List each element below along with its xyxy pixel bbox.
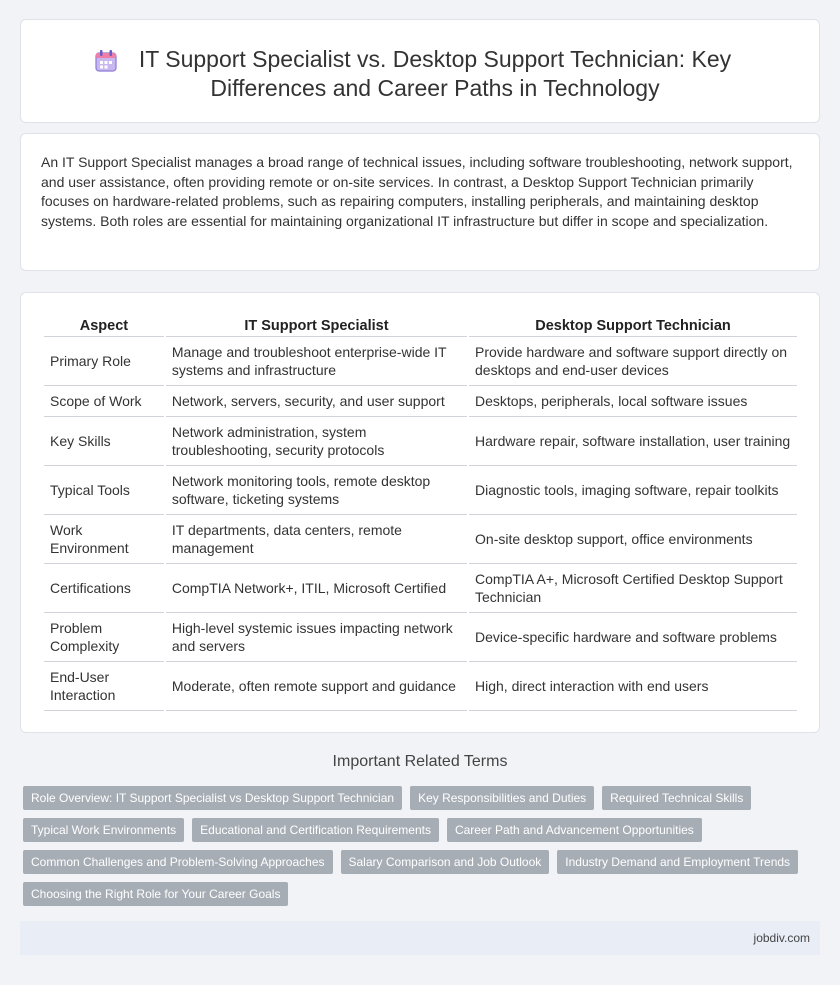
desktop-technician-cell: Diagnostic tools, imaging software, repair toolkits [469, 466, 797, 515]
desktop-technician-cell: Device-specific hardware and software problems [469, 613, 797, 662]
aspect-cell: Scope of Work [44, 386, 164, 417]
desktop-technician-cell: On-site desktop support, office environments [469, 515, 797, 564]
related-term-tag[interactable]: Common Challenges and Problem-Solving Approaches [23, 850, 333, 874]
comparison-table-card [20, 292, 820, 733]
desktop-technician-cell: Provide hardware and software support directly on desktops and end-user devices [469, 337, 797, 386]
aspect-cell: Problem Complexity [44, 613, 164, 662]
it-specialist-cell: High-level systemic issues impacting network and servers [166, 613, 467, 662]
related-term-tag[interactable]: Career Path and Advancement Opportunities [447, 818, 702, 842]
related-term-tag[interactable]: Typical Work Environments [23, 818, 184, 842]
it-specialist-cell: IT departments, data centers, remote management [166, 515, 467, 564]
aspect-cell: Key Skills [44, 417, 164, 466]
table-row [44, 564, 797, 613]
table-row [44, 662, 797, 711]
desktop-technician-cell: Hardware repair, software installation, user training [469, 417, 797, 466]
related-terms-heading: Important Related Terms [332, 753, 508, 770]
table-row [44, 337, 797, 386]
header-it-support-specialist: IT Support Specialist [166, 315, 467, 337]
related-term-tag[interactable]: Key Responsibilities and Duties [410, 786, 594, 810]
it-specialist-cell: Manage and troubleshoot enterprise-wide IT systems and infrastructure [166, 337, 467, 386]
desktop-technician-cell: High, direct interaction with end users [469, 662, 797, 711]
aspect-cell: Typical Tools [44, 466, 164, 515]
table-row [44, 613, 797, 662]
related-term-tag[interactable]: Salary Comparison and Job Outlook [341, 850, 550, 874]
it-specialist-cell: CompTIA Network+, ITIL, Microsoft Certified [166, 564, 467, 613]
it-specialist-cell: Network monitoring tools, remote desktop software, ticketing systems [166, 466, 467, 515]
table-row [44, 515, 797, 564]
table-row [44, 466, 797, 515]
aspect-cell: Work Environment [44, 515, 164, 564]
desktop-technician-cell: CompTIA A+, Microsoft Certified Desktop Support Technician [469, 564, 797, 613]
aspect-cell: End-User Interaction [44, 662, 164, 711]
related-term-tag[interactable]: Role Overview: IT Support Specialist vs Desktop Support Technician [23, 786, 402, 810]
intro-paragraph: An IT Support Specialist manages a broad range of technical issues, including software troubleshooting, network support, and user assistance, often providing remote or on-site services. In contrast, a Desktop Support Technician primarily focuses on hardware-related problems, such as repairing computers, installing peripherals, and maintaining desktop systems. Both roles are essential for maintaining organizational IT infrastructure but differ in scope and specialization. [41, 154, 793, 229]
intro-card [20, 133, 820, 271]
aspect-cell: Primary Role [44, 337, 164, 386]
related-term-tag[interactable]: Required Technical Skills [602, 786, 751, 810]
header-aspect: Aspect [44, 315, 164, 337]
it-specialist-cell: Network administration, system troubleshooting, security protocols [166, 417, 467, 466]
related-term-tag[interactable]: Educational and Certification Requirements [192, 818, 439, 842]
table-row [44, 386, 797, 417]
page-title: IT Support Specialist vs. Desktop Support Technician: Key Differences and Career Paths in Technology [138, 46, 732, 101]
table-header-row [44, 315, 797, 337]
related-terms-list [23, 786, 813, 906]
table-row [44, 417, 797, 466]
header-card [20, 19, 820, 123]
it-specialist-cell: Network, servers, security, and user support [166, 386, 467, 417]
aspect-cell: Certifications [44, 564, 164, 613]
footer [20, 921, 820, 955]
related-term-tag[interactable]: Choosing the Right Role for Your Career Goals [23, 882, 288, 906]
header-desktop-support-technician: Desktop Support Technician [469, 315, 797, 337]
it-specialist-cell: Moderate, often remote support and guidance [166, 662, 467, 711]
related-term-tag[interactable]: Industry Demand and Employment Trends [557, 850, 798, 874]
footer-site-link[interactable]: jobdiv.com [753, 931, 810, 945]
desktop-technician-cell: Desktops, peripherals, local software issues [469, 386, 797, 417]
comparison-table [42, 315, 799, 711]
